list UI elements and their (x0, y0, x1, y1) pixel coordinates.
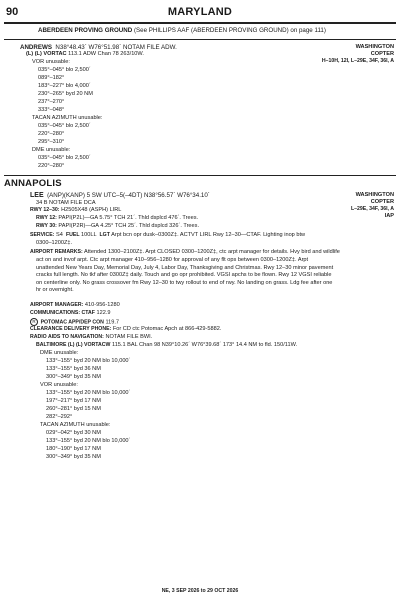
list-item: 035°–045° blo 2,500´ (38, 67, 91, 73)
list-item: 133°–155° byd 20 NM blo 10,000´ (46, 358, 131, 364)
rwy-label: RWY 12–30: (30, 207, 60, 213)
fuel-label: FUEL (65, 232, 80, 238)
list-item: unattended New Years Day, Memorial Day, July 4, Labor Day, Thanksgiving and Christmas. Rwy 12–30 minor pavement (36, 264, 334, 271)
list-item: VOR unusable: (32, 59, 70, 65)
list-item: cracks full length. No tkf after 0300Z‡ daily. Touch and go opr prohibited. VGSI apchs to be flown. Rwy 12 VGSI reliable (36, 272, 332, 278)
andrews-name: ANDREWS (20, 44, 52, 51)
clearance-text: For CD ctc Potomac Apch at 866-429-5882. (112, 326, 222, 332)
baltimore-label: BALTIMORE (L) (L) VORTACW (36, 342, 111, 348)
manager-text: 410-956-1280 (84, 302, 120, 308)
lgt-text2: 0300–1200Z‡. (36, 240, 73, 246)
lee-line2: 34 B NOTAM FILE DCA (36, 200, 96, 206)
divider (4, 175, 396, 176)
andrews-vortac-info: 113.1 ADW Chan 78 263/10W. (68, 51, 144, 57)
list-item: 220°–280° (38, 131, 65, 137)
list-item: 133°–155° byd 20 NM blo 10,000´ (46, 438, 131, 444)
annapolis-iap: IAP (384, 213, 394, 219)
list-item: TACAN AZIMUTH unusable: (32, 115, 103, 121)
service-text: S4 (55, 232, 63, 238)
fuel-text: 100LL (81, 232, 97, 238)
list-item: DME unusable: (40, 350, 79, 356)
list-item: 133°–155° byd 20 NM blo 10,000´ (46, 390, 131, 396)
annapolis-header: ANNAPOLIS (4, 178, 62, 189)
radio-label: RADIO AIDS TO NAVIGATION: (30, 334, 104, 340)
list-item: DME unusable: (32, 147, 71, 153)
list-item: on centerline only. No grass crossover fm Rwy 12–30 to twy rollout to end of rwy. No landing on grass. Ldg fee after one (36, 279, 333, 286)
annapolis-region: WASHINGTON (355, 192, 394, 198)
state-title: MARYLAND (167, 6, 233, 18)
list-item: 300°–349° byd 35 NM (46, 374, 101, 380)
andrews-charts-right: H–10H, 12I, L–29E, 34F, 36I, A (321, 58, 394, 64)
potomac-text: 119.7 (105, 319, 120, 326)
rwy30-text: PAPI(P2R)—GA 4.25° TCH 25´. Thld dsplcd 326´. Trees. (58, 223, 200, 229)
potomac-label: POTOMAC APP/DEP CON (40, 319, 104, 326)
page-number: 90 (6, 6, 19, 18)
clearance-label: CLEARANCE DELIVERY PHONE: (30, 326, 112, 332)
remarks-label: AIRPORT REMARKS: (30, 249, 83, 255)
list-item: 183°–227° blo 4,000´ (38, 83, 91, 89)
andrews-region: WASHINGTON (355, 44, 394, 50)
rwy12-text: PAPI(P2L)—GA 5.75° TCH 21´. Thld dsplcd 476´. Trees. (58, 215, 199, 221)
comm-label: COMMUNICATIONS: CTAF (30, 310, 95, 316)
list-item: 035°–045° blo 2,500´ (38, 155, 91, 161)
baltimore-text: 115.1 BAL Chan 98 N39°10.26´ W76°39.68´ 173° 14.4 NM to fld. 150/11W. (112, 342, 298, 348)
header-rule (4, 22, 396, 24)
lee-name: LEE (30, 192, 44, 199)
list-item: 180°–190° byd 17 NM (46, 446, 101, 452)
list-item: 333°–048° (38, 107, 65, 113)
list-item: 220°–280° (38, 163, 65, 169)
lee-line1: (ANP)(KANP) 5 SW UTC–5(–4DT) N38°56.57´ W76°34.10´ (47, 192, 210, 199)
list-item: 197°–217° byd 17 NM (46, 398, 101, 404)
list-item: 260°–281° byd 15 NM (46, 406, 101, 412)
aberdeen-note: (See PHILLIPS AAF (ABERDEEN PROVING GROUND) on page 111) (133, 27, 326, 34)
comm-text: 122.9 (96, 310, 111, 316)
aberdeen-name: ABERDEEN PROVING GROUND (38, 27, 133, 34)
rwy-text: H2505X48 (ASPH) LIRL (61, 207, 122, 213)
manager-label: AIRPORT MANAGER: (30, 302, 84, 308)
list-item: 133°–155° byd 36 NM (46, 366, 101, 372)
service-label: SERVICE: (30, 232, 55, 238)
divider (4, 39, 396, 40)
list-item: 237°–270° (38, 99, 65, 105)
annapolis-chart: COPTER (370, 199, 394, 205)
annapolis-charts-right: L–29E, 34F, 36I, A (350, 206, 394, 212)
list-item: TACAN AZIMUTH unusable: (40, 422, 111, 428)
lgt-label: LGT (99, 232, 110, 238)
andrews-vortac-label: (L) (L) VORTAC (26, 51, 67, 57)
remarks-line: Attended 1300–2100Z‡. Arpt CLOSED 0300–1200Z‡, ctc arpt manager for details. Hvy bird and wildlife (84, 249, 340, 255)
andrews-coords: N38°48.43´ W76°51.98´ NOTAM FILE ADW. (55, 44, 177, 51)
andrews-chart: COPTER (370, 51, 394, 57)
list-item: 029°–042° byd 30 NM (46, 430, 101, 436)
list-item: 035°–045° blo 2,500´ (38, 123, 91, 129)
circle-r-icon: R (30, 318, 38, 326)
list-item: VOR unusable: (40, 382, 78, 388)
list-item: 295°–310° (38, 139, 65, 145)
list-item: 089°–182° (38, 75, 65, 81)
list-item: 230°–265° byd 20 NM (38, 91, 93, 97)
list-item: act on and invof arpt. Ctc arpt manager 410–956–1280 for approval of any flt ops between 0300–1200Z‡. Arpt (36, 257, 309, 263)
list-item: 300°–349° byd 35 NM (46, 454, 101, 460)
rwy12-label: RWY 12: (36, 215, 57, 221)
radio-text: NOTAM FILE BWI. (105, 334, 153, 340)
rwy30-label: RWY 30: (36, 223, 57, 229)
list-item: 282°–292° (46, 414, 73, 420)
list-item: hr or overnight. (36, 287, 74, 293)
lgt-text: Arpt bcn opr dusk–0300Z‡. ACTVT LIRL Rwy 12–30—CTAF. Lighting inop btw (111, 232, 306, 238)
footer: NE, 3 SEP 2026 to 29 OCT 2026 (161, 588, 239, 594)
